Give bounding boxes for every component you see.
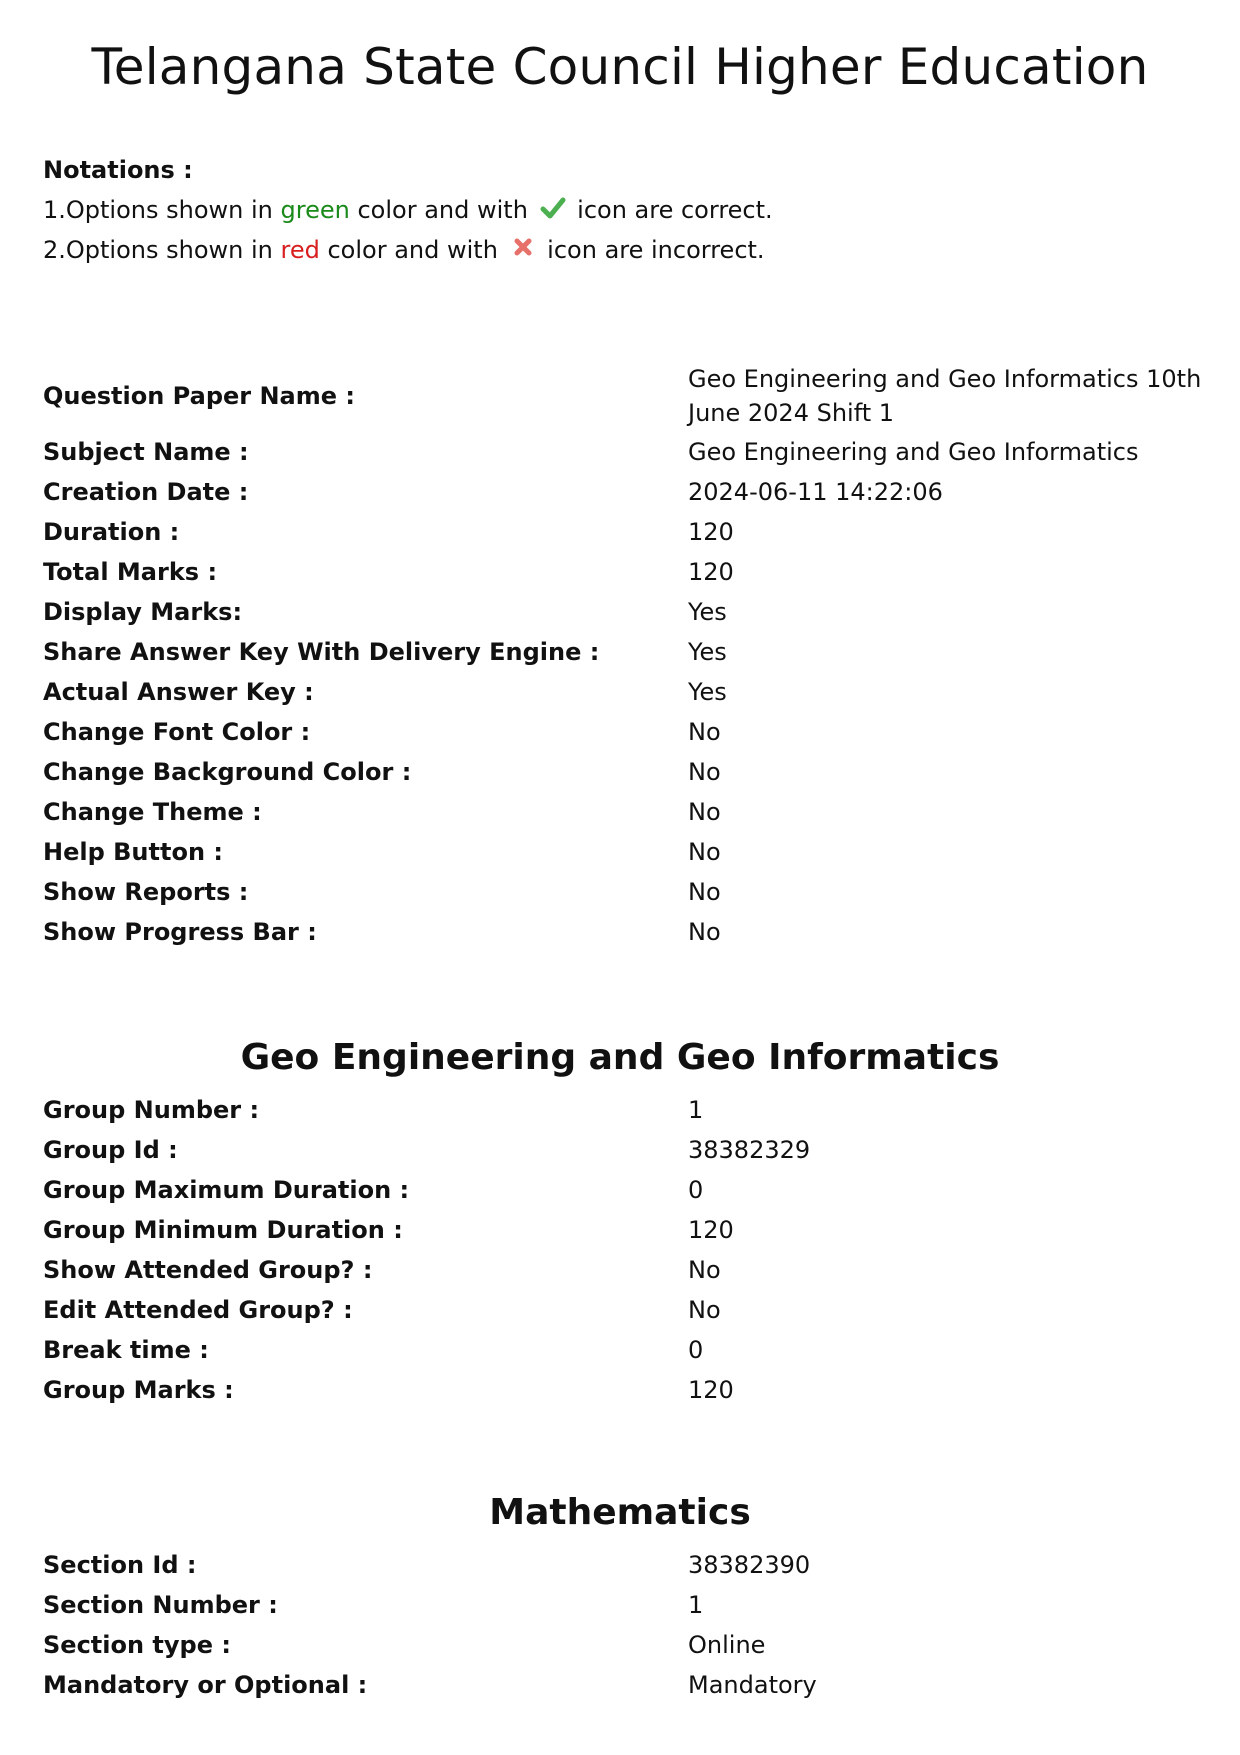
notation-incorrect-middle: color and with [319, 236, 506, 264]
paper-info-value: No [688, 718, 721, 746]
group-info-label: Group Marks : [43, 1376, 234, 1404]
paper-info-row [43, 360, 1203, 432]
notation-incorrect-suffix: icon are incorrect. [539, 236, 765, 264]
section-info-label: Section Id : [43, 1551, 197, 1579]
group-info-row [43, 1330, 1203, 1370]
check-icon [540, 192, 566, 216]
section-info-row [43, 1545, 1203, 1585]
paper-info-row [43, 592, 1203, 632]
group-info-row [43, 1170, 1203, 1210]
group-info-value: 0 [688, 1176, 704, 1204]
paper-info-row [43, 512, 1203, 552]
paper-info-row [43, 752, 1203, 792]
paper-info-row [43, 432, 1203, 472]
group-info-label: Group Maximum Duration : [43, 1176, 410, 1204]
paper-info-label: Subject Name : [43, 438, 249, 466]
paper-info-value: No [688, 758, 721, 786]
paper-info-row [43, 792, 1203, 832]
paper-info-label: Change Font Color : [43, 718, 311, 746]
paper-info-row [43, 872, 1203, 912]
paper-info-row [43, 672, 1203, 712]
paper-info-row [43, 472, 1203, 512]
notations-heading: Notations : [43, 156, 193, 184]
paper-info-value: Geo Engineering and Geo Informatics 10th June 2024 Shift 1 [688, 365, 1202, 427]
group-info-row [43, 1130, 1203, 1170]
group-info-label: Group Number : [43, 1096, 260, 1124]
paper-info-value: 120 [688, 558, 734, 586]
paper-info-label: Duration : [43, 518, 180, 546]
paper-info-value: No [688, 798, 721, 826]
paper-info-value: Yes [688, 678, 727, 706]
section-info-row [43, 1585, 1203, 1625]
group-info-row [43, 1370, 1203, 1410]
notation-line-correct [43, 190, 773, 230]
group-info-row [43, 1210, 1203, 1250]
group-info-value: No [688, 1256, 721, 1284]
paper-info-value: Geo Engineering and Geo Informatics [688, 438, 1139, 466]
paper-info-value: No [688, 918, 721, 946]
paper-info-row [43, 912, 1203, 952]
section-info-row [43, 1625, 1203, 1665]
section-info-label: Section Number : [43, 1591, 278, 1619]
paper-info-row [43, 552, 1203, 592]
group-info-label: Edit Attended Group? : [43, 1296, 353, 1324]
notation-correct-middle: color and with [349, 196, 536, 224]
group-info-label: Group Minimum Duration : [43, 1216, 403, 1244]
paper-info-row [43, 712, 1203, 752]
section-info-table [43, 1545, 1203, 1705]
paper-info-value: 2024-06-11 14:22:06 [688, 478, 943, 506]
group-info-label: Break time : [43, 1336, 209, 1364]
notation-green-word: green [280, 196, 350, 224]
notation-incorrect-prefix: 2.Options shown in [43, 236, 281, 264]
paper-info-value: No [688, 838, 721, 866]
paper-info-value: No [688, 878, 721, 906]
paper-info-value: Yes [688, 638, 727, 666]
notation-correct-prefix: 1.Options shown in [43, 196, 281, 224]
group-info-value: No [688, 1296, 721, 1324]
paper-info-row [43, 832, 1203, 872]
section-info-label: Mandatory or Optional : [43, 1671, 368, 1699]
group-info-value: 0 [688, 1336, 704, 1364]
paper-info-label: Share Answer Key With Delivery Engine : [43, 638, 600, 666]
group-info-row [43, 1090, 1203, 1130]
section-info-value: Mandatory [688, 1671, 817, 1699]
paper-info-label: Help Button : [43, 838, 223, 866]
notation-correct-suffix: icon are correct. [569, 196, 773, 224]
group-info-table [43, 1090, 1203, 1410]
paper-info-label: Change Background Color : [43, 758, 412, 786]
group-info-label: Show Attended Group? : [43, 1256, 373, 1284]
paper-info-label: Show Reports : [43, 878, 249, 906]
group-title: Geo Engineering and Geo Informatics [240, 1037, 1000, 1078]
paper-info-row [43, 632, 1203, 672]
group-info-value: 1 [688, 1096, 704, 1124]
notation-red-word: red [280, 236, 320, 264]
paper-info-table [43, 360, 1203, 952]
paper-info-label: Display Marks: [43, 598, 243, 626]
paper-info-label: Creation Date : [43, 478, 249, 506]
section-info-value: Online [688, 1631, 766, 1659]
paper-info-label: Actual Answer Key : [43, 678, 314, 706]
group-info-row [43, 1290, 1203, 1330]
group-info-value: 38382329 [688, 1136, 811, 1164]
paper-info-label: Question Paper Name : [43, 382, 355, 410]
section-info-value: 1 [688, 1591, 704, 1619]
section-info-label: Section type : [43, 1631, 231, 1659]
group-info-value: 120 [688, 1216, 734, 1244]
paper-info-label: Show Progress Bar : [43, 918, 317, 946]
page-title: Telangana State Council Higher Education [91, 38, 1149, 96]
group-info-label: Group Id : [43, 1136, 178, 1164]
paper-info-label: Change Theme : [43, 798, 262, 826]
section-title: Mathematics [489, 1492, 751, 1533]
paper-info-value: Yes [688, 598, 727, 626]
section-info-row [43, 1665, 1203, 1705]
paper-info-value: 120 [688, 518, 734, 546]
notation-line-incorrect [43, 230, 773, 270]
group-info-value: 120 [688, 1376, 734, 1404]
paper-info-label: Total Marks : [43, 558, 218, 586]
section-info-value: 38382390 [688, 1551, 811, 1579]
group-info-row [43, 1250, 1203, 1290]
cross-icon [510, 232, 536, 256]
notations-block [43, 150, 773, 270]
